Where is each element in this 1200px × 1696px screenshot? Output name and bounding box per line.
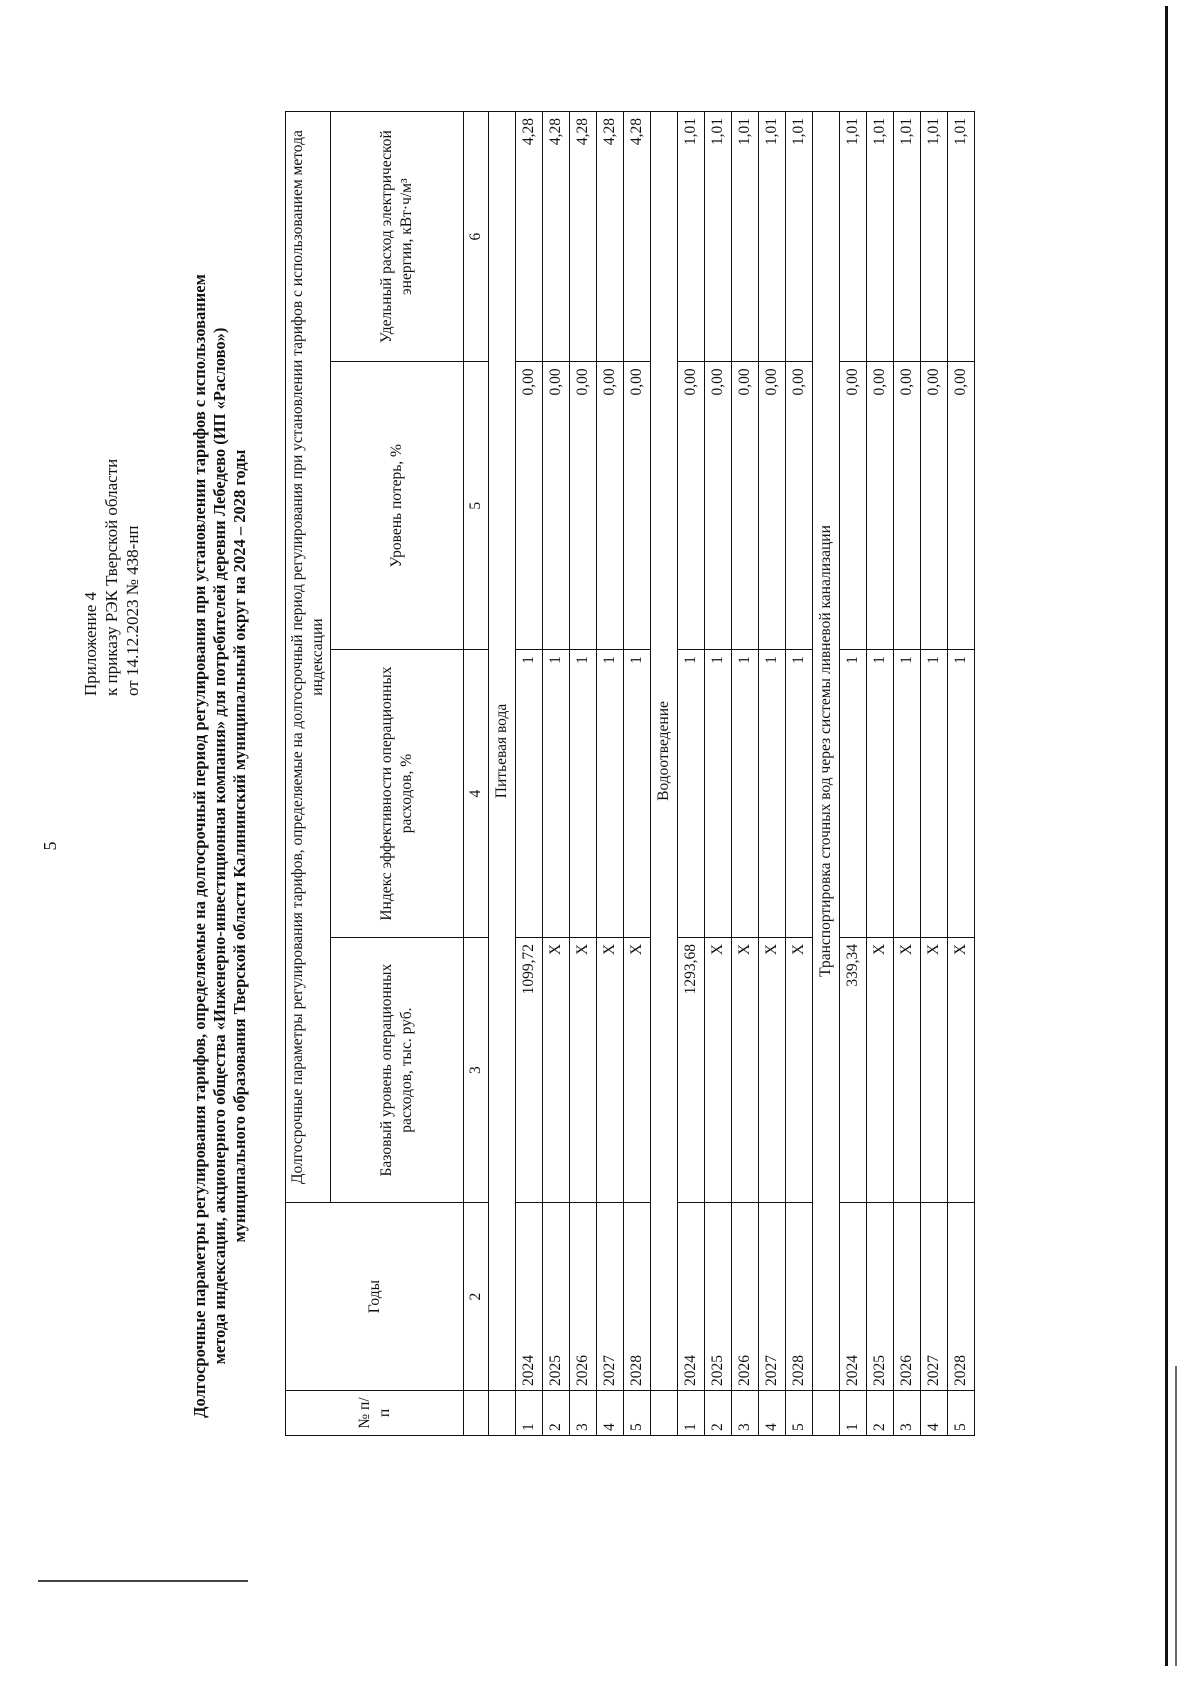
- row-number-cell: 2: [705, 1390, 732, 1435]
- table-row: [948, 112, 975, 1436]
- efficiency-index-cell: 1: [570, 650, 597, 938]
- energy-consumption-cell: 4,28: [543, 112, 570, 362]
- loss-level-cell: 0,00: [624, 362, 651, 650]
- year-cell: 2025: [867, 1203, 894, 1391]
- base-opex-cell: Х: [759, 937, 786, 1202]
- loss-level-cell: 0,00: [867, 362, 894, 650]
- section-spacer: [489, 1390, 516, 1435]
- base-opex-cell: Х: [624, 937, 651, 1202]
- col-index-1: [464, 1390, 489, 1435]
- col-index-2: 2: [464, 1203, 489, 1391]
- section-title: Водоотведение: [651, 112, 678, 1391]
- tariff-table-wrapper: [285, 111, 975, 1436]
- table-row: [894, 112, 921, 1436]
- loss-level-cell: 0,00: [732, 362, 759, 650]
- base-opex-cell: Х: [732, 937, 759, 1202]
- table-row: [732, 112, 759, 1436]
- base-opex-cell: 1099,72: [516, 937, 543, 1202]
- energy-consumption-cell: 1,01: [894, 112, 921, 362]
- header-years: Годы: [286, 1203, 464, 1391]
- title-line-2: метода индексации, акционерного общества «Инженерно-инвестиционная компания» для потребителей деревни Лебедево (ИП «Раслово»): [210, 327, 229, 1365]
- table-row: [624, 112, 651, 1436]
- efficiency-index-cell: 1: [921, 650, 948, 938]
- section-spacer: [813, 1390, 840, 1435]
- loss-level-cell: 0,00: [678, 362, 705, 650]
- loss-level-cell: 0,00: [921, 362, 948, 650]
- base-opex-cell: Х: [948, 937, 975, 1202]
- loss-level-cell: 0,00: [570, 362, 597, 650]
- efficiency-index-cell: 1: [759, 650, 786, 938]
- energy-consumption-cell: 4,28: [570, 112, 597, 362]
- row-number-cell: 3: [732, 1390, 759, 1435]
- footer-rule-left: [1175, 1366, 1177, 1666]
- energy-consumption-cell: 1,01: [948, 112, 975, 362]
- row-number-cell: 1: [678, 1390, 705, 1435]
- year-cell: 2028: [786, 1203, 813, 1391]
- header-base-opex: Базовый уровень операционных расходов, тыс. руб.: [331, 937, 464, 1202]
- table-row: [543, 112, 570, 1436]
- year-cell: 2024: [678, 1203, 705, 1391]
- appendix-line-2: к приказу РЭК Тверской области: [102, 458, 121, 696]
- row-number-cell: 2: [543, 1390, 570, 1435]
- energy-consumption-cell: 1,01: [678, 112, 705, 362]
- efficiency-index-cell: 1: [948, 650, 975, 938]
- row-number-cell: 3: [894, 1390, 921, 1435]
- section-row: [651, 112, 678, 1436]
- base-opex-cell: Х: [867, 937, 894, 1202]
- energy-consumption-cell: 1,01: [867, 112, 894, 362]
- loss-level-cell: 0,00: [894, 362, 921, 650]
- base-opex-cell: Х: [786, 937, 813, 1202]
- year-cell: 2027: [921, 1203, 948, 1391]
- header-efficiency-index: Индекс эффективности операционных расходов, %: [331, 650, 464, 938]
- col-index-4: 4: [464, 650, 489, 938]
- energy-consumption-cell: 1,01: [921, 112, 948, 362]
- year-cell: 2028: [624, 1203, 651, 1391]
- base-opex-cell: Х: [921, 937, 948, 1202]
- row-number-cell: 5: [948, 1390, 975, 1435]
- table-row: [759, 112, 786, 1436]
- col-index-3: 3: [464, 937, 489, 1202]
- efficiency-index-cell: 1: [705, 650, 732, 938]
- energy-consumption-cell: 1,01: [705, 112, 732, 362]
- footer-rule-right: [1165, 6, 1168, 1666]
- row-number-cell: 2: [867, 1390, 894, 1435]
- energy-consumption-cell: 1,01: [759, 112, 786, 362]
- efficiency-index-cell: 1: [678, 650, 705, 938]
- year-cell: 2026: [570, 1203, 597, 1391]
- section-row: [813, 112, 840, 1436]
- base-opex-cell: Х: [705, 937, 732, 1202]
- year-cell: 2024: [516, 1203, 543, 1391]
- year-cell: 2028: [948, 1203, 975, 1391]
- efficiency-index-cell: 1: [786, 650, 813, 938]
- loss-level-cell: 0,00: [516, 362, 543, 650]
- energy-consumption-cell: 1,01: [786, 112, 813, 362]
- efficiency-index-cell: 1: [840, 650, 867, 938]
- header-num: № п/п: [286, 1390, 464, 1435]
- table-row: [516, 112, 543, 1436]
- efficiency-index-cell: 1: [597, 650, 624, 938]
- row-number-cell: 4: [597, 1390, 624, 1435]
- year-cell: 2025: [705, 1203, 732, 1391]
- efficiency-index-cell: 1: [894, 650, 921, 938]
- loss-level-cell: 0,00: [597, 362, 624, 650]
- row-number-cell: 5: [624, 1390, 651, 1435]
- efficiency-index-cell: 1: [624, 650, 651, 938]
- document-title: [190, 106, 250, 1586]
- table-row: [678, 112, 705, 1436]
- energy-consumption-cell: 1,01: [732, 112, 759, 362]
- year-cell: 2026: [732, 1203, 759, 1391]
- row-number-cell: 1: [516, 1390, 543, 1435]
- table-row: [921, 112, 948, 1436]
- row-number-cell: 1: [840, 1390, 867, 1435]
- table-row: [570, 112, 597, 1436]
- year-cell: 2026: [894, 1203, 921, 1391]
- base-opex-cell: Х: [597, 937, 624, 1202]
- year-cell: 2027: [759, 1203, 786, 1391]
- section-title: Питьевая вода: [489, 112, 516, 1391]
- table-body: [489, 112, 975, 1436]
- header-loss-level: Уровень потерь, %: [331, 362, 464, 650]
- energy-consumption-cell: 4,28: [597, 112, 624, 362]
- section-title: Транспортировка сточных вод через системы ливневой канализации: [813, 112, 840, 1391]
- title-line-1: Долгосрочные параметры регулирования тарифов, определяемые на долгосрочный период регулирования при установлении тарифов с использованием: [190, 274, 209, 1418]
- loss-level-cell: 0,00: [840, 362, 867, 650]
- base-opex-cell: 339,34: [840, 937, 867, 1202]
- col-index-5: 5: [464, 362, 489, 650]
- loss-level-cell: 0,00: [543, 362, 570, 650]
- loss-level-cell: 0,00: [705, 362, 732, 650]
- base-opex-cell: Х: [894, 937, 921, 1202]
- page-number: 5: [40, 841, 60, 851]
- year-cell: 2025: [543, 1203, 570, 1391]
- row-number-cell: 3: [570, 1390, 597, 1435]
- base-opex-cell: Х: [543, 937, 570, 1202]
- table-row: [840, 112, 867, 1436]
- col-index-6: 6: [464, 112, 489, 362]
- efficiency-index-cell: 1: [516, 650, 543, 938]
- table-row: [705, 112, 732, 1436]
- year-cell: 2024: [840, 1203, 867, 1391]
- row-number-cell: 4: [759, 1390, 786, 1435]
- tariff-table: [285, 111, 975, 1436]
- year-cell: 2027: [597, 1203, 624, 1391]
- appendix-block: [80, 156, 143, 696]
- row-number-cell: 4: [921, 1390, 948, 1435]
- header-energy-consumption: Удельный расход электрической энергии, кВт·ч/м³: [331, 112, 464, 362]
- efficiency-index-cell: 1: [867, 650, 894, 938]
- energy-consumption-cell: 1,01: [840, 112, 867, 362]
- table-row: [597, 112, 624, 1436]
- section-spacer: [651, 1390, 678, 1435]
- efficiency-index-cell: 1: [732, 650, 759, 938]
- energy-consumption-cell: 4,28: [624, 112, 651, 362]
- appendix-line-3: от 14.12.2023 № 438-нп: [123, 525, 142, 696]
- energy-consumption-cell: 4,28: [516, 112, 543, 362]
- left-margin-rule: [38, 1580, 248, 1582]
- table-row: [786, 112, 813, 1436]
- row-number-cell: 5: [786, 1390, 813, 1435]
- header-group: Долгосрочные параметры регулирования тарифов, определяемые на долгосрочный период регулирования при установлении тарифов с использованием метода индексации: [286, 112, 331, 1203]
- base-opex-cell: Х: [570, 937, 597, 1202]
- loss-level-cell: 0,00: [948, 362, 975, 650]
- loss-level-cell: 0,00: [759, 362, 786, 650]
- section-row: [489, 112, 516, 1436]
- efficiency-index-cell: 1: [543, 650, 570, 938]
- table-row: [867, 112, 894, 1436]
- base-opex-cell: 1293,68: [678, 937, 705, 1202]
- title-line-3: муниципального образования Тверской области Калининский муниципальный округ на 2024 – 2028 годы: [230, 449, 249, 1243]
- appendix-line-1: Приложение 4: [81, 592, 100, 696]
- loss-level-cell: 0,00: [786, 362, 813, 650]
- column-index-row: [464, 112, 489, 1436]
